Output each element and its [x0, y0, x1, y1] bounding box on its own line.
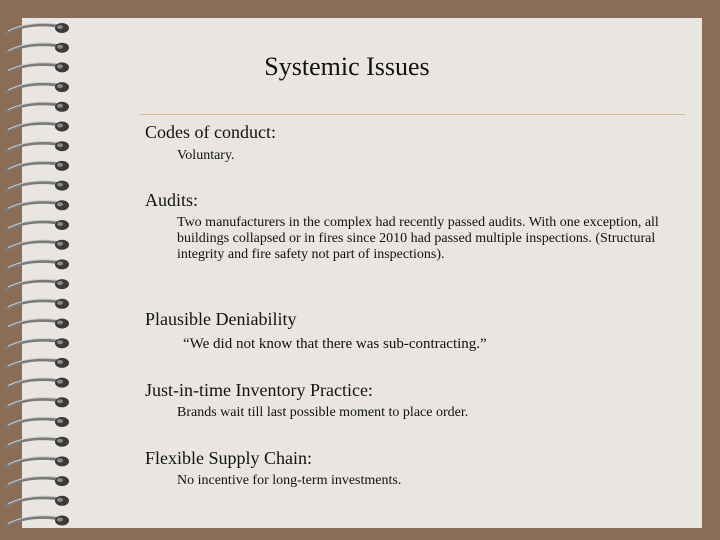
binding-ring-icon	[6, 476, 69, 486]
section-heading-supply-chain: Flexible Supply Chain:	[145, 448, 313, 468]
binding-ring-icon	[6, 358, 69, 368]
binding-ring-icon	[6, 181, 69, 191]
binding-ring-icon	[6, 220, 69, 230]
section-heading-jit: Just-in-time Inventory Practice:	[145, 380, 373, 400]
section-body-supply-chain: No incentive for long-term investments.	[177, 473, 402, 488]
section-body-audits: Two manufacturers in the complex had recently passed audits. With one exception, all buildings collapsed or in fires since 2010 had passed multiple inspections. (Structural integrity and fire safety not part of inspections).	[177, 215, 659, 262]
binding-ring-icon	[6, 319, 69, 329]
binding-ring-icon	[6, 417, 69, 427]
section-heading-deniability: Plausible Deniability	[145, 309, 297, 329]
section-body-codes: Voluntary.	[177, 148, 235, 163]
section-body-jit: Brands wait till last possible moment to place order.	[177, 405, 469, 420]
binding-ring-icon	[6, 338, 69, 348]
binding-ring-icon	[6, 378, 69, 388]
binding-ring-icon	[6, 82, 69, 92]
binding-ring-icon	[6, 496, 69, 506]
section-heading-codes: Codes of conduct:	[145, 122, 276, 142]
binding-ring-icon	[6, 102, 69, 112]
binding-ring-icon	[6, 122, 69, 132]
binding-ring-icon	[6, 437, 69, 447]
binding-ring-icon	[6, 200, 69, 210]
binding-ring-icon	[6, 397, 69, 407]
binding-ring-icon	[6, 456, 69, 466]
slide-paper	[22, 18, 702, 528]
binding-ring-icon	[6, 240, 69, 250]
title-divider	[140, 114, 685, 115]
binding-ring-icon	[6, 259, 69, 269]
slide-title: Systemic Issues	[264, 52, 430, 81]
binding-ring-icon	[6, 516, 69, 526]
binding-ring-icon	[6, 141, 69, 151]
binding-ring-icon	[6, 299, 69, 309]
section-heading-audits: Audits:	[145, 190, 199, 210]
binding-ring-icon	[6, 23, 69, 33]
binding-ring-icon	[6, 161, 69, 171]
section-body-deniability: “We did not know that there was sub-contracting.”	[183, 336, 487, 352]
binding-ring-icon	[6, 279, 69, 289]
